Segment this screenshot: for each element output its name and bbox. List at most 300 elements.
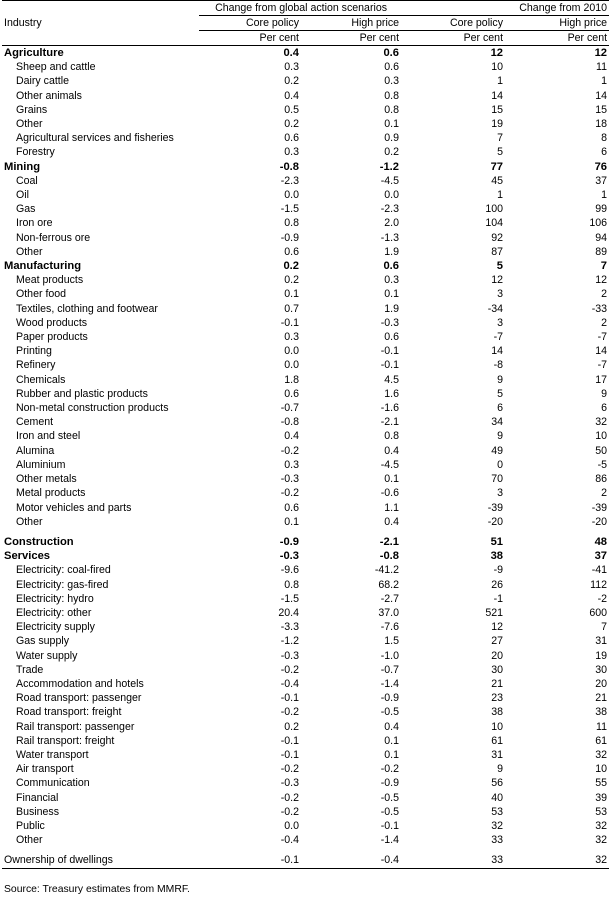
value-high-global: 0.8 <box>384 430 400 443</box>
value-core-global: -1.2 <box>280 635 299 648</box>
value-high-global: 0.1 <box>384 288 400 301</box>
value-core-2010: 38 <box>490 550 504 563</box>
group-header-global: Change from global action scenarios <box>199 1 401 16</box>
table-row <box>2 117 609 131</box>
value-high-2010: -5 <box>597 458 608 471</box>
table-row <box>2 302 609 316</box>
unit-label: Per cent <box>199 31 301 46</box>
value-high-2010: 38 <box>595 706 608 719</box>
value-high-2010: 11 <box>596 720 608 733</box>
industry-name: Other animals <box>16 89 82 102</box>
value-high-2010: -41 <box>591 564 608 577</box>
industry-name: Gas supply <box>16 635 69 648</box>
industry-name: Non-metal construction products <box>16 402 169 415</box>
value-core-2010: 40 <box>491 791 504 804</box>
table-row <box>2 791 609 805</box>
table-row <box>2 273 609 287</box>
industry-name: Other <box>16 834 43 847</box>
table-row <box>2 819 609 833</box>
value-high-2010: 12 <box>595 274 608 287</box>
industry-name: Meat products <box>16 274 84 287</box>
table-row <box>2 145 609 159</box>
industry-name: Iron and steel <box>16 430 81 443</box>
industry-name: Sheep and cattle <box>16 61 96 74</box>
value-high-2010: -39 <box>591 501 608 514</box>
value-high-2010: 48 <box>594 535 608 548</box>
value-core-2010: -34 <box>487 302 504 315</box>
industry-name: Other metals <box>16 473 77 486</box>
table-row <box>2 691 609 705</box>
value-core-global: 1.8 <box>284 373 299 386</box>
value-core-2010: 12 <box>491 621 504 634</box>
table-row <box>2 444 609 458</box>
value-core-2010: 27 <box>491 635 504 648</box>
industry-name: Textiles, clothing and footwear <box>16 302 158 315</box>
value-high-2010: 53 <box>595 805 608 818</box>
value-high-2010: 2 <box>601 288 608 301</box>
value-core-2010: -1 <box>493 592 504 605</box>
value-high-2010: 30 <box>595 663 608 676</box>
value-core-global: -0.3 <box>280 777 299 790</box>
value-high-global: -0.8 <box>379 550 400 563</box>
value-high-2010: -7 <box>597 359 608 372</box>
value-high-2010: 86 <box>595 473 608 486</box>
value-core-global: -0.1 <box>280 692 299 705</box>
value-core-global: 0.2 <box>283 260 299 273</box>
industry-name: Electricity supply <box>16 621 95 634</box>
value-high-global: 0.8 <box>384 103 400 116</box>
value-core-global: -1.5 <box>280 203 299 216</box>
value-high-2010: 1 <box>601 189 608 202</box>
value-core-2010: 1 <box>497 189 504 202</box>
value-core-global: -0.3 <box>280 649 299 662</box>
industry-name: Other <box>16 118 43 131</box>
industry-name: Paper products <box>16 331 88 344</box>
value-core-2010: 5 <box>497 146 504 159</box>
value-high-global: -0.9 <box>380 692 400 705</box>
value-core-global: 0.2 <box>284 274 299 287</box>
table-row <box>2 245 609 259</box>
value-core-2010: 9 <box>497 373 504 386</box>
industry-name: Dairy cattle <box>16 75 69 88</box>
value-core-global: 0.0 <box>284 189 299 202</box>
value-core-2010: 104 <box>485 217 504 230</box>
sector-row <box>2 259 609 273</box>
value-high-global: -0.3 <box>380 316 400 329</box>
value-high-2010: 37 <box>595 174 608 187</box>
value-core-global: -1.5 <box>280 592 299 605</box>
industry-name: Manufacturing <box>4 260 82 273</box>
value-high-global: -0.1 <box>380 345 400 358</box>
value-core-2010: 56 <box>491 777 504 790</box>
value-high-global: -0.4 <box>301 853 401 868</box>
industry-name: Printing <box>16 345 52 358</box>
value-high-global: -1.4 <box>380 834 400 847</box>
table-row <box>2 734 609 748</box>
value-core-2010: 3 <box>497 487 504 500</box>
value-high-global: -0.7 <box>380 663 400 676</box>
value-core-global: 0.1 <box>284 288 299 301</box>
header-row-units <box>2 31 609 46</box>
value-core-2010: 12 <box>491 274 504 287</box>
industry-name: Other <box>16 515 43 528</box>
industry-name: Alumina <box>16 444 55 457</box>
value-high-2010: 20 <box>595 677 608 690</box>
value-core-2010: 5 <box>496 260 504 273</box>
source-note: Source: Treasury estimates from MMRF. <box>4 884 190 895</box>
value-core-global: 0.3 <box>284 331 299 344</box>
value-core-2010: -9 <box>493 564 504 577</box>
table-row <box>2 578 609 592</box>
value-high-2010: 55 <box>595 777 608 790</box>
value-core-2010: 45 <box>491 174 504 187</box>
value-core-2010: 9 <box>497 763 504 776</box>
value-core-2010: 14 <box>491 89 504 102</box>
value-core-2010: 1 <box>497 75 504 88</box>
table-row <box>2 373 609 387</box>
value-core-global: -0.8 <box>280 416 299 429</box>
table-row <box>2 401 609 415</box>
value-core-2010: 23 <box>491 692 504 705</box>
table-row <box>2 606 609 620</box>
industry-name: Forestry <box>16 146 55 159</box>
value-high-global: 0.3 <box>384 75 400 88</box>
value-core-global: -0.1 <box>280 734 299 747</box>
value-high-global: 0.6 <box>384 61 400 74</box>
value-core-global: -0.2 <box>280 706 299 719</box>
value-core-global: 0.6 <box>284 132 299 145</box>
industry-name: Mining <box>4 160 41 173</box>
value-core-2010: 0 <box>497 458 504 471</box>
industry-name: Grains <box>16 103 48 116</box>
value-core-global: 0.2 <box>284 720 299 733</box>
value-high-2010: -33 <box>591 302 608 315</box>
table-row <box>2 563 609 577</box>
value-core-2010: 77 <box>490 160 504 173</box>
industry-name: Metal products <box>16 487 86 500</box>
value-high-global: -2.7 <box>380 592 400 605</box>
value-high-global: 0.4 <box>384 515 400 528</box>
value-core-2010: 21 <box>491 677 504 690</box>
industry-name: Business <box>16 805 59 818</box>
value-high-2010: 61 <box>595 734 608 747</box>
value-high-2010: 1 <box>601 75 608 88</box>
value-core-2010: 87 <box>491 245 504 258</box>
table-row <box>2 705 609 719</box>
industry-name: Construction <box>4 535 74 548</box>
value-core-2010: 53 <box>491 805 504 818</box>
value-core-global: 0.0 <box>284 819 299 832</box>
value-core-global: 0.0 <box>284 359 299 372</box>
value-core-global: 0.4 <box>284 89 299 102</box>
value-core-global: 0.3 <box>284 61 299 74</box>
value-core-2010: 3 <box>497 316 504 329</box>
industry-name: Rail transport: passenger <box>16 720 135 733</box>
value-high-2010: 32 <box>595 748 608 761</box>
table-row <box>2 663 609 677</box>
value-high-2010: 32 <box>595 416 608 429</box>
value-core-2010: 32 <box>491 819 504 832</box>
value-high-global: -1.6 <box>380 402 400 415</box>
value-core-global: -0.3 <box>279 550 299 563</box>
value-core-2010: 51 <box>490 535 504 548</box>
value-high-2010: 9 <box>601 387 608 400</box>
value-core-global: 0.8 <box>284 217 299 230</box>
value-core-global: -0.1 <box>280 316 299 329</box>
value-core-global: 0.2 <box>284 118 299 131</box>
table-row <box>2 202 609 216</box>
col-header-high-global: High price <box>301 16 401 31</box>
industry-name: Chemicals <box>16 373 66 386</box>
value-high-global: -1.2 <box>379 160 400 173</box>
value-core-global: -0.9 <box>279 535 299 548</box>
table-row <box>2 620 609 634</box>
value-high-global: 1.9 <box>384 302 400 315</box>
value-core-2010: 14 <box>491 345 504 358</box>
value-high-global: 4.5 <box>384 373 400 386</box>
value-high-global: 0.6 <box>383 260 400 273</box>
value-core-global: 0.6 <box>284 245 299 258</box>
value-high-2010: 112 <box>590 578 608 591</box>
table-row <box>2 515 609 529</box>
sector-row <box>2 549 609 563</box>
industry-name: Electricity: hydro <box>16 592 94 605</box>
value-high-2010: 19 <box>595 649 608 662</box>
value-high-2010: 32 <box>595 819 608 832</box>
table-row <box>2 74 609 88</box>
value-core-2010: 31 <box>491 748 504 761</box>
col-header-core-2010: Core policy <box>401 16 505 31</box>
value-core-2010: -39 <box>487 501 504 514</box>
value-high-global: -0.1 <box>380 819 400 832</box>
industry-name: Electricity: coal-fired <box>16 564 111 577</box>
industry-name: Gas <box>16 203 36 216</box>
value-high-global: 0.8 <box>384 89 400 102</box>
value-core-global: -3.3 <box>280 621 299 634</box>
header-row-groups <box>2 1 609 16</box>
value-high-global: 1.9 <box>384 245 400 258</box>
value-high-2010: 12 <box>594 47 608 59</box>
value-high-2010: 8 <box>601 132 608 145</box>
table-row <box>2 429 609 443</box>
value-high-global: -0.1 <box>380 359 400 372</box>
industry-name: Accommodation and hotels <box>16 677 144 690</box>
value-core-2010: 100 <box>485 203 504 216</box>
value-core-2010: 49 <box>491 444 504 457</box>
value-core-2010: 15 <box>491 103 504 116</box>
industry-name: Financial <box>16 791 59 804</box>
table-row <box>2 89 609 103</box>
table-row <box>2 720 609 734</box>
value-core-global: -0.8 <box>279 160 299 173</box>
value-core-2010: 33 <box>401 853 505 868</box>
value-core-global: 0.6 <box>284 501 299 514</box>
value-core-global: -0.9 <box>280 231 299 244</box>
value-core-global: -0.2 <box>280 663 299 676</box>
value-core-global: -0.4 <box>280 677 299 690</box>
industry-name: Electricity: other <box>16 606 92 619</box>
unit-label: Per cent <box>401 31 505 46</box>
value-core-global: -0.3 <box>280 473 299 486</box>
value-core-2010: 33 <box>491 834 504 847</box>
industry-header: Industry <box>4 17 42 29</box>
industry-name: Electricity: gas-fired <box>16 578 109 591</box>
value-core-2010: 34 <box>491 416 504 429</box>
value-high-global: -0.9 <box>380 777 400 790</box>
value-high-global: -0.6 <box>380 487 400 500</box>
value-high-2010: 10 <box>595 763 608 776</box>
value-core-global: 0.7 <box>284 302 299 315</box>
value-core-global: -0.1 <box>280 748 299 761</box>
industry-name: Non-ferrous ore <box>16 231 91 244</box>
value-high-global: -0.5 <box>380 791 400 804</box>
industry-name: Communication <box>16 777 90 790</box>
value-high-global: -2.1 <box>380 416 400 429</box>
value-core-global: 20.4 <box>278 606 299 619</box>
value-high-global: 1.6 <box>384 387 400 400</box>
table-row <box>2 60 609 74</box>
value-high-global: -0.2 <box>380 763 400 776</box>
industry-name: Coal <box>16 174 38 187</box>
value-core-global: 0.1 <box>284 515 299 528</box>
value-high-global: -1.4 <box>380 677 400 690</box>
value-high-2010: 14 <box>595 89 608 102</box>
industry-name: Cement <box>16 416 54 429</box>
table-row <box>2 677 609 691</box>
value-core-2010: 26 <box>491 578 504 591</box>
value-high-global: 0.4 <box>384 720 400 733</box>
value-high-global: -2.1 <box>379 535 400 548</box>
industry-name: Wood products <box>16 316 88 329</box>
value-core-2010: 3 <box>497 288 504 301</box>
value-core-2010: 9 <box>497 430 504 443</box>
value-core-global: -0.2 <box>280 791 299 804</box>
industry-name: Air transport <box>16 763 74 776</box>
value-high-global: 0.1 <box>384 118 400 131</box>
value-high-global: -2.3 <box>380 203 400 216</box>
value-high-2010: 14 <box>595 345 608 358</box>
value-core-global: -0.2 <box>280 487 299 500</box>
value-high-global: 0.1 <box>384 748 400 761</box>
value-core-2010: 10 <box>491 61 504 74</box>
value-core-2010: -7 <box>493 331 504 344</box>
unit-label: Per cent <box>301 31 401 46</box>
table-row <box>2 188 609 202</box>
value-high-2010: 2 <box>601 487 608 500</box>
industry-name: Agricultural services and fisheries <box>16 132 174 145</box>
value-high-global: 68.2 <box>378 578 400 591</box>
value-core-global: 0.4 <box>283 47 299 59</box>
industry-name: Rail transport: freight <box>16 734 115 747</box>
table-row <box>2 231 609 245</box>
table-row <box>2 316 609 330</box>
value-high-global: 37.0 <box>378 606 400 619</box>
value-core-global: -0.2 <box>280 763 299 776</box>
group-header-2010: Change from 2010 <box>401 1 609 16</box>
industry-name: Road transport: freight <box>16 706 122 719</box>
industry-name: Road transport: passenger <box>16 692 142 705</box>
industry-name: Oil <box>16 189 29 202</box>
value-high-2010: 106 <box>589 217 608 230</box>
industry-name: Other <box>16 245 43 258</box>
value-core-2010: 10 <box>491 720 504 733</box>
table-row <box>2 805 609 819</box>
industry-name: Other food <box>16 288 67 301</box>
col-header-core-global: Core policy <box>199 16 301 31</box>
value-high-2010: 31 <box>595 635 608 648</box>
value-core-global: -2.3 <box>280 174 299 187</box>
industry-name: Ownership of dwellings <box>2 853 199 868</box>
value-core-global: 0.2 <box>284 75 299 88</box>
unit-label: Per cent <box>505 31 609 46</box>
value-core-2010: 70 <box>491 473 504 486</box>
value-core-2010: 92 <box>491 231 504 244</box>
value-core-2010: 7 <box>497 132 504 145</box>
value-high-global: -4.5 <box>380 458 400 471</box>
value-high-global: -1.3 <box>380 231 400 244</box>
table-row <box>2 634 609 648</box>
value-high-2010: 10 <box>595 430 608 443</box>
value-core-global: 0.8 <box>284 578 299 591</box>
industry-name: Services <box>4 550 51 563</box>
col-header-high-2010: High price <box>505 16 609 31</box>
value-high-global: -4.5 <box>380 174 400 187</box>
table-row <box>2 458 609 472</box>
table-row <box>2 501 609 515</box>
table-row <box>2 472 609 486</box>
value-core-2010: 61 <box>491 734 504 747</box>
value-high-global: 0.1 <box>384 473 400 486</box>
industry-name: Refinery <box>16 359 56 372</box>
value-high-global: 0.9 <box>384 132 400 145</box>
table-row <box>2 762 609 776</box>
value-core-global: 0.6 <box>284 387 299 400</box>
value-high-global: 0.1 <box>384 734 400 747</box>
value-core-global: 0.0 <box>284 345 299 358</box>
value-high-global: 2.0 <box>384 217 400 230</box>
table-row <box>2 174 609 188</box>
value-high-2010: 2 <box>601 316 608 329</box>
value-core-global: 0.5 <box>284 103 299 116</box>
value-core-2010: 19 <box>491 118 504 131</box>
industry-name: Iron ore <box>16 217 53 230</box>
value-high-global: 0.0 <box>384 189 400 202</box>
value-high-2010: 94 <box>595 231 608 244</box>
table-row <box>2 486 609 500</box>
value-core-global: -0.7 <box>280 402 299 415</box>
table-row <box>2 330 609 344</box>
value-high-2010: 6 <box>601 146 608 159</box>
value-high-2010: 39 <box>595 791 608 804</box>
table-body <box>2 46 609 869</box>
value-core-global: -0.2 <box>280 805 299 818</box>
table-row <box>2 748 609 762</box>
value-high-global: -0.5 <box>380 805 400 818</box>
value-core-2010: -8 <box>493 359 504 372</box>
value-high-global: -1.0 <box>380 649 400 662</box>
sector-row <box>2 535 609 549</box>
value-core-global: -0.1 <box>199 853 301 868</box>
value-high-2010: -20 <box>591 515 608 528</box>
value-core-global: 0.3 <box>284 458 299 471</box>
value-core-global: -9.6 <box>280 564 299 577</box>
value-high-2010: 17 <box>595 373 608 386</box>
value-high-2010: 37 <box>594 550 608 563</box>
value-high-2010: 21 <box>595 692 608 705</box>
value-high-2010: -7 <box>597 331 608 344</box>
value-high-2010: 76 <box>594 160 608 173</box>
table-row <box>2 592 609 606</box>
